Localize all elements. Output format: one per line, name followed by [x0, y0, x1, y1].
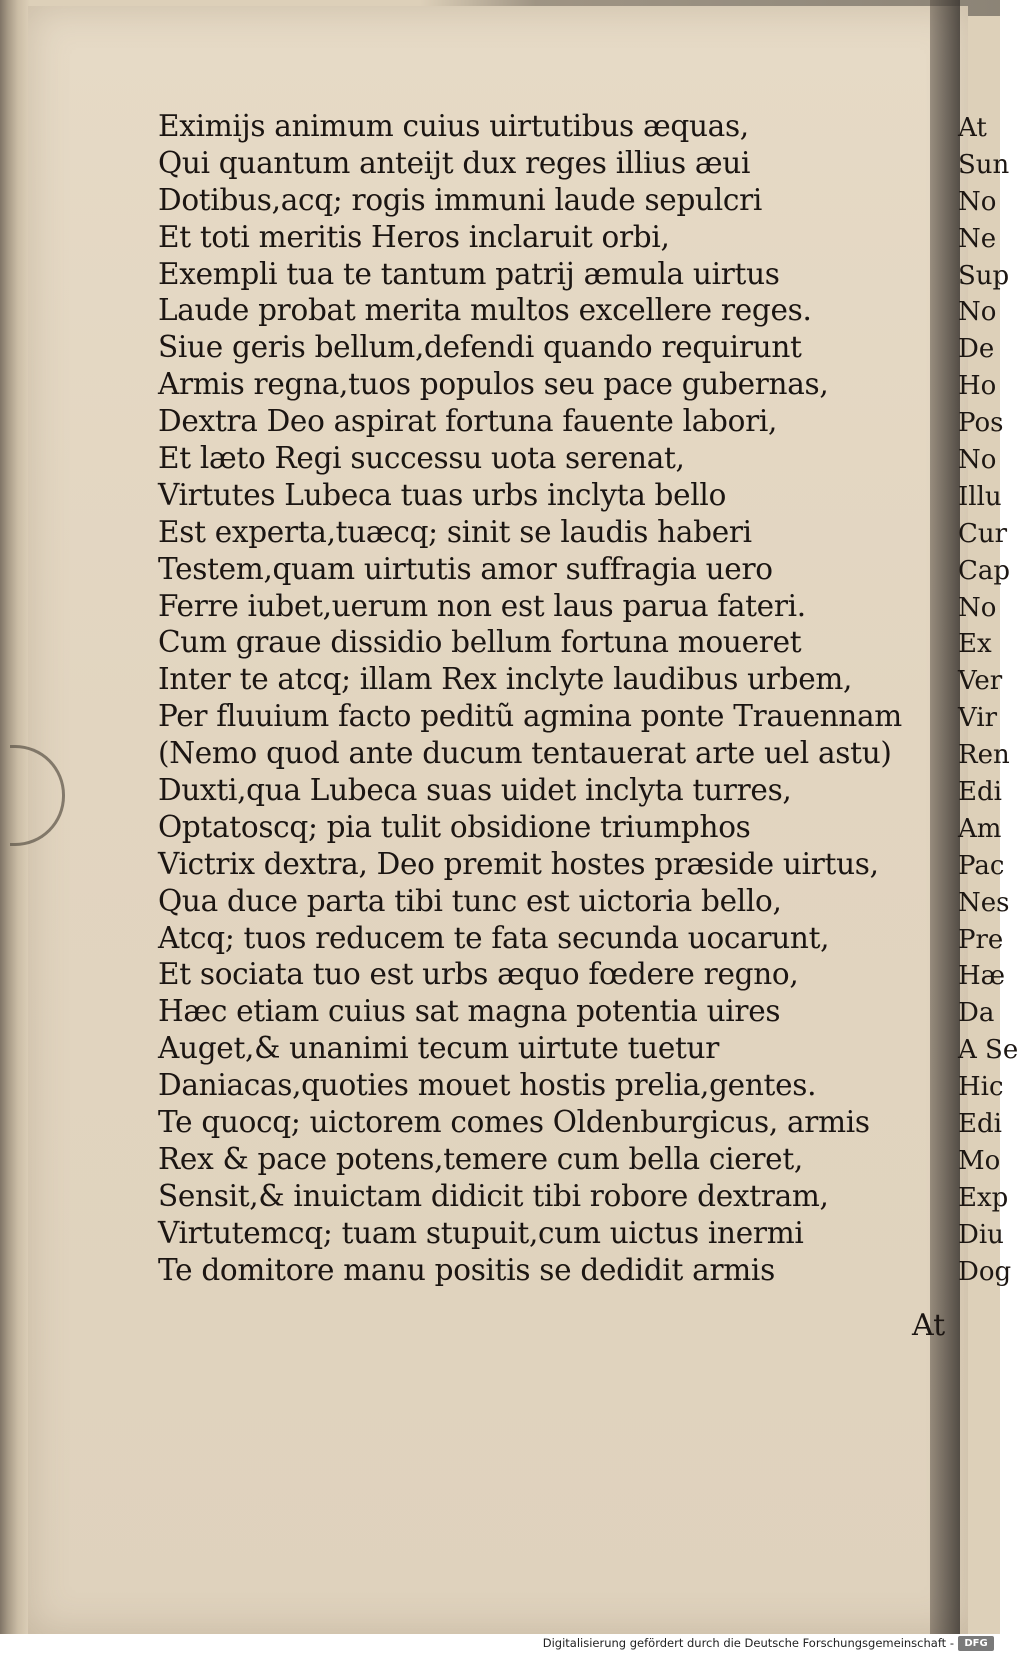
next-page-fragment: Vir: [958, 703, 998, 734]
next-page-fragment: At: [958, 113, 987, 143]
next-page-fragment: De: [958, 334, 995, 365]
next-page-fragment: Illu: [958, 481, 1002, 512]
verse-line: Qui quantum anteijt dux reges illius æui: [158, 145, 751, 180]
verse-line: Dotibus,acq; rogis immuni laude sepulcri: [158, 182, 763, 217]
next-page-fragment: Diu: [958, 1219, 1004, 1250]
verse-line: Inter te atcq; illam Rex inclyte laudibus urbem,: [158, 662, 853, 697]
verse-line: Ferre iubet,uerum non est laus parua fateri.: [158, 588, 806, 623]
catchword: At: [912, 1308, 946, 1343]
verse-line: Cum graue dissidio bellum fortuna moueret: [158, 625, 802, 660]
funding-credit: Digitalisierung gefördert durch die Deutsche Forschungsgemeinschaft -: [542, 1636, 954, 1650]
verse-line: Testem,quam uirtutis amor suffragia uero: [158, 551, 773, 586]
verse-line: Et sociata tuo est urbs æquo fœdere regno,: [158, 957, 799, 992]
next-page-edge: [958, 110, 1018, 1340]
verse-line: Daniacas,quoties mouet hostis prelia,gentes.: [158, 1068, 817, 1103]
verse-line: Qua duce parta tibi tunc est uictoria bello,: [158, 883, 782, 918]
next-page-fragment: Ho: [958, 371, 997, 402]
verse-line: Siue geris bellum,defendi quando requirunt: [158, 330, 802, 365]
verse-line: Auget,& unanimi tecum uirtute tuetur: [158, 1031, 720, 1066]
next-page-fragment: Da: [958, 998, 995, 1029]
next-page-fragment: Sun: [958, 149, 1010, 180]
verse-line: Et læto Regi successu uota serenat,: [158, 441, 685, 476]
next-page-fragment: Ne: [958, 223, 997, 254]
next-page-fragment: No: [958, 445, 997, 476]
verse-line: Virtutes Lubeca tuas urbs inclyta bello: [158, 477, 727, 512]
verse-line: Atcq; tuos reducem te fata secunda uocarunt,: [158, 920, 830, 955]
verse-line: Laude probat merita multos excellere reges.: [158, 293, 812, 328]
verse-line: Armis regna,tuos populos seu pace gubernas,: [158, 367, 829, 402]
next-page-fragment: Pos: [958, 408, 1004, 439]
footer-bar: [0, 1634, 1000, 1653]
verse-line: Eximijs animum cuius uirtutibus æquas,: [158, 109, 749, 143]
next-page-fragment: No: [958, 592, 997, 623]
next-page-fragment: A Se: [958, 1035, 1018, 1066]
verse-line: Te domitore manu positis se dedidit armis: [158, 1252, 775, 1287]
verse-line: Duxti,qua Lubeca suas uidet inclyta turres,: [158, 773, 792, 808]
next-page-fragment: Hæ: [958, 961, 1006, 992]
next-page-fragment: Edi: [958, 1109, 1002, 1140]
verse-line: Est experta,tuæcq; sinit se laudis haberi: [158, 514, 752, 549]
next-page-fragment: Nes: [958, 887, 1010, 918]
next-page-fragment: No: [958, 186, 997, 217]
verse-line: Sensit,& inuictam didicit tibi robore dextram,: [158, 1178, 829, 1213]
verse-line: Rex & pace potens,temere cum bella cieret,: [158, 1141, 803, 1176]
next-page-fragment: Ren: [958, 740, 1010, 771]
dfg-logo: DFG: [958, 1636, 994, 1651]
next-page-fragment: Hic: [958, 1072, 1004, 1103]
next-page-fragment: Ver: [958, 666, 1003, 697]
verse-line: Hæc etiam cuius sat magna potentia uires: [158, 994, 781, 1029]
next-page-fragment: Sup: [958, 260, 1010, 291]
next-page-fragment: Am: [958, 813, 1002, 844]
verse-line: Te quocq; uictorem comes Oldenburgicus, armis: [158, 1105, 870, 1140]
next-page-fragment: Cur: [958, 518, 1008, 549]
verse-line: Dextra Deo aspirat fortuna fauente labori,: [158, 404, 778, 439]
verse-line: Optatoscq; pia tulit obsidione triumphos: [158, 809, 751, 844]
next-page-fragment: Pre: [958, 924, 1004, 955]
next-page-fragment: Dog: [958, 1256, 1012, 1287]
next-page-fragment: Pac: [958, 850, 1005, 881]
verse-line: Virtutemcq; tuam stupuit,cum uictus inermi: [158, 1215, 804, 1250]
next-page-fragment: Cap: [958, 555, 1011, 586]
next-page-fragment: Ex: [958, 629, 992, 660]
next-page-fragment: Exp: [958, 1182, 1009, 1213]
next-page-fragment: Edi: [958, 777, 1002, 808]
next-page-fragment: No: [958, 297, 997, 328]
next-page-fragment: Mo: [958, 1145, 1001, 1176]
verse-line: Per fluuium facto peditũ agmina ponte Trauennam: [158, 699, 902, 734]
verse-line: Exempli tua te tantum patrij æmula uirtus: [158, 256, 780, 291]
verse-line: Victrix dextra, Deo premit hostes præside uirtus,: [158, 846, 879, 881]
verse-line: Et toti meritis Heros inclaruit orbi,: [158, 219, 670, 254]
verse-text-block: [158, 108, 948, 1289]
verse-line: (Nemo quod ante ducum tentauerat arte uel astu): [158, 736, 892, 771]
